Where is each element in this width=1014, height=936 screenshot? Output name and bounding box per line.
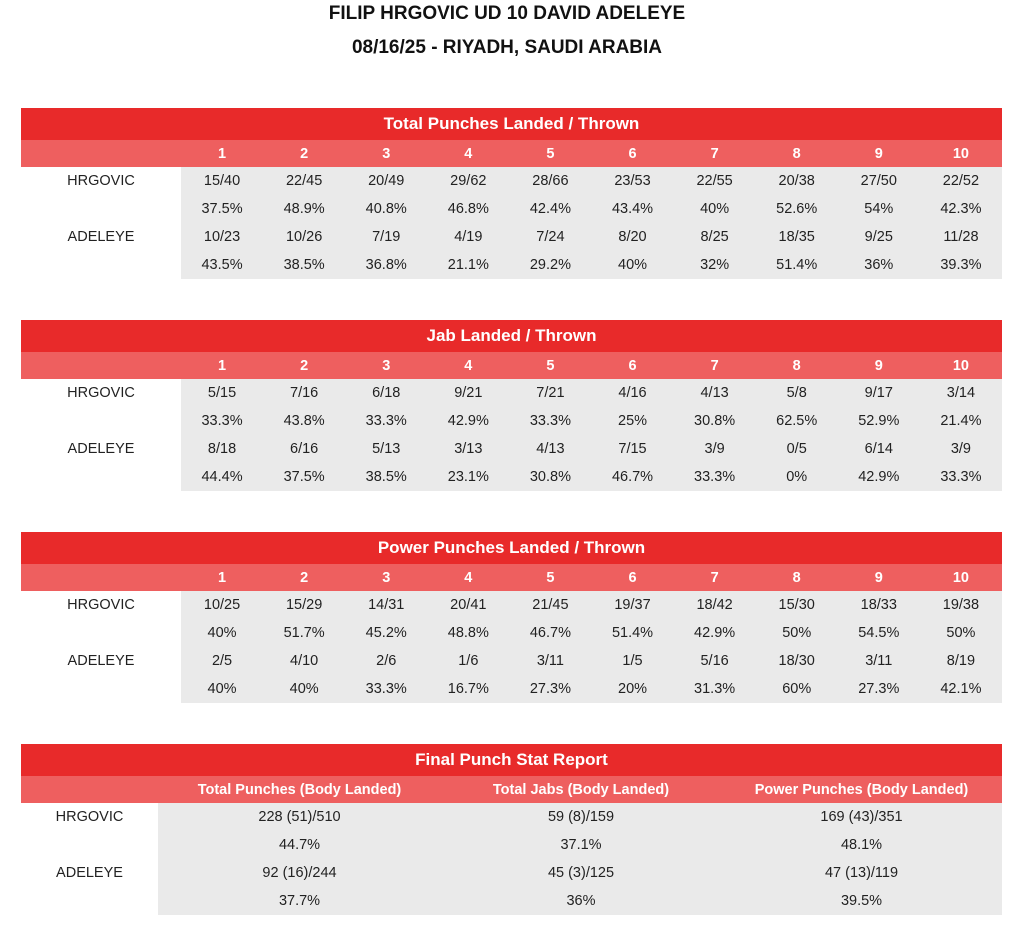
count-cell: 18/35 xyxy=(756,223,838,251)
pct-cell: 37.7% xyxy=(158,887,441,915)
count-cell: 228 (51)/510 xyxy=(158,803,441,831)
count-cell: 8/20 xyxy=(591,223,673,251)
count-cell: 169 (43)/351 xyxy=(721,803,1002,831)
pct-cell: 30.8% xyxy=(674,407,756,435)
jab-table xyxy=(21,320,1002,491)
count-cell: 2/5 xyxy=(181,647,263,675)
name-spacer xyxy=(21,619,181,647)
pct-cell: 42.3% xyxy=(920,195,1002,223)
count-cell: 3/14 xyxy=(920,379,1002,407)
table-title: Jab Landed / Thrown xyxy=(21,320,1002,352)
count-cell: 14/31 xyxy=(345,591,427,619)
count-cell: 6/18 xyxy=(345,379,427,407)
round-header: 4 xyxy=(427,564,509,591)
pct-cell: 42.1% xyxy=(920,675,1002,703)
pct-cell: 43.4% xyxy=(591,195,673,223)
pct-cell: 52.9% xyxy=(838,407,920,435)
count-cell: 92 (16)/244 xyxy=(158,859,441,887)
count-cell: 8/19 xyxy=(920,647,1002,675)
count-cell: 2/6 xyxy=(345,647,427,675)
round-header: 1 xyxy=(181,564,263,591)
pct-cell: 21.1% xyxy=(427,251,509,279)
pct-cell: 50% xyxy=(756,619,838,647)
pct-cell: 45.2% xyxy=(345,619,427,647)
round-header: 3 xyxy=(345,564,427,591)
count-cell: 5/13 xyxy=(345,435,427,463)
pct-cell: 43.5% xyxy=(181,251,263,279)
table-title: Total Punches Landed / Thrown xyxy=(21,108,1002,140)
round-header: 9 xyxy=(838,352,920,379)
fighter-name: HRGOVIC xyxy=(21,591,181,619)
fighter-name: HRGOVIC xyxy=(21,167,181,195)
count-cell: 7/19 xyxy=(345,223,427,251)
round-header: 4 xyxy=(427,140,509,167)
pct-cell: 44.7% xyxy=(158,831,441,859)
name-spacer xyxy=(21,407,181,435)
count-cell: 9/25 xyxy=(838,223,920,251)
round-header: 3 xyxy=(345,352,427,379)
count-cell: 19/38 xyxy=(920,591,1002,619)
header-blank xyxy=(21,776,158,803)
count-cell: 21/45 xyxy=(509,591,591,619)
count-cell: 8/18 xyxy=(181,435,263,463)
fight-date-location: 08/16/25 - RIYADH, SAUDI ARABIA xyxy=(351,37,663,58)
round-header: 8 xyxy=(756,140,838,167)
column-header: Power Punches (Body Landed) xyxy=(721,776,1002,803)
count-cell: 27/50 xyxy=(838,167,920,195)
round-header: 5 xyxy=(509,564,591,591)
round-header: 8 xyxy=(756,564,838,591)
pct-cell: 33.3% xyxy=(345,407,427,435)
fighter-name: ADELEYE xyxy=(21,859,158,887)
count-cell: 5/16 xyxy=(674,647,756,675)
pct-cell: 51.7% xyxy=(263,619,345,647)
name-spacer xyxy=(21,675,181,703)
count-cell: 20/38 xyxy=(756,167,838,195)
round-header: 6 xyxy=(591,564,673,591)
count-cell: 4/16 xyxy=(591,379,673,407)
pct-cell: 40% xyxy=(674,195,756,223)
count-cell: 7/21 xyxy=(509,379,591,407)
round-header: 3 xyxy=(345,140,427,167)
pct-cell: 23.1% xyxy=(427,463,509,491)
pct-cell: 40% xyxy=(591,251,673,279)
column-header: Total Punches (Body Landed) xyxy=(158,776,441,803)
round-header: 9 xyxy=(838,564,920,591)
pct-cell: 39.3% xyxy=(920,251,1002,279)
count-cell: 7/24 xyxy=(509,223,591,251)
fighter-name: ADELEYE xyxy=(21,647,181,675)
count-cell: 10/23 xyxy=(181,223,263,251)
round-header: 6 xyxy=(591,140,673,167)
power-punches-table xyxy=(21,532,1002,703)
pct-cell: 33.3% xyxy=(674,463,756,491)
round-header: 7 xyxy=(674,352,756,379)
round-header: 2 xyxy=(263,140,345,167)
pct-cell: 48.8% xyxy=(427,619,509,647)
count-cell: 11/28 xyxy=(920,223,1002,251)
round-header: 1 xyxy=(181,352,263,379)
pct-cell: 25% xyxy=(591,407,673,435)
count-cell: 22/55 xyxy=(674,167,756,195)
pct-cell: 44.4% xyxy=(181,463,263,491)
count-cell: 59 (8)/159 xyxy=(441,803,721,831)
pct-cell: 37.1% xyxy=(441,831,721,859)
count-cell: 6/16 xyxy=(263,435,345,463)
pct-cell: 40% xyxy=(181,619,263,647)
count-cell: 4/19 xyxy=(427,223,509,251)
count-cell: 22/45 xyxy=(263,167,345,195)
pct-cell: 30.8% xyxy=(509,463,591,491)
pct-cell: 54% xyxy=(838,195,920,223)
pct-cell: 36.8% xyxy=(345,251,427,279)
name-spacer xyxy=(21,195,181,223)
pct-cell: 33.3% xyxy=(920,463,1002,491)
count-cell: 0/5 xyxy=(756,435,838,463)
count-cell: 15/40 xyxy=(181,167,263,195)
count-cell: 1/6 xyxy=(427,647,509,675)
count-cell: 9/21 xyxy=(427,379,509,407)
table-title: Power Punches Landed / Thrown xyxy=(21,532,1002,564)
pct-cell: 43.8% xyxy=(263,407,345,435)
pct-cell: 42.9% xyxy=(838,463,920,491)
pct-cell: 60% xyxy=(756,675,838,703)
pct-cell: 62.5% xyxy=(756,407,838,435)
round-header: 1 xyxy=(181,140,263,167)
count-cell: 3/9 xyxy=(674,435,756,463)
pct-cell: 37.5% xyxy=(181,195,263,223)
count-cell: 47 (13)/119 xyxy=(721,859,1002,887)
fighter-name: HRGOVIC xyxy=(21,803,158,831)
pct-cell: 27.3% xyxy=(838,675,920,703)
count-cell: 7/16 xyxy=(263,379,345,407)
pct-cell: 42.4% xyxy=(509,195,591,223)
round-header: 5 xyxy=(509,352,591,379)
count-cell: 29/62 xyxy=(427,167,509,195)
count-cell: 23/53 xyxy=(591,167,673,195)
count-cell: 15/30 xyxy=(756,591,838,619)
pct-cell: 51.4% xyxy=(591,619,673,647)
pct-cell: 39.5% xyxy=(721,887,1002,915)
count-cell: 19/37 xyxy=(591,591,673,619)
count-cell: 4/13 xyxy=(674,379,756,407)
pct-cell: 54.5% xyxy=(838,619,920,647)
pct-cell: 36% xyxy=(441,887,721,915)
pct-cell: 51.4% xyxy=(756,251,838,279)
pct-cell: 40.8% xyxy=(345,195,427,223)
pct-cell: 20% xyxy=(591,675,673,703)
round-header: 8 xyxy=(756,352,838,379)
header-blank xyxy=(21,564,181,591)
pct-cell: 36% xyxy=(838,251,920,279)
count-cell: 8/25 xyxy=(674,223,756,251)
pct-cell: 46.7% xyxy=(591,463,673,491)
count-cell: 3/11 xyxy=(509,647,591,675)
name-spacer xyxy=(21,831,158,859)
header-blank xyxy=(21,140,181,167)
pct-cell: 32% xyxy=(674,251,756,279)
pct-cell: 29.2% xyxy=(509,251,591,279)
header-blank xyxy=(21,352,181,379)
pct-cell: 52.6% xyxy=(756,195,838,223)
pct-cell: 21.4% xyxy=(920,407,1002,435)
table-title: Final Punch Stat Report xyxy=(21,744,1002,776)
round-header: 6 xyxy=(591,352,673,379)
name-spacer xyxy=(21,251,181,279)
round-header: 2 xyxy=(263,564,345,591)
pct-cell: 38.5% xyxy=(263,251,345,279)
count-cell: 18/33 xyxy=(838,591,920,619)
pct-cell: 48.9% xyxy=(263,195,345,223)
round-header: 5 xyxy=(509,140,591,167)
count-cell: 4/10 xyxy=(263,647,345,675)
count-cell: 10/25 xyxy=(181,591,263,619)
column-header: Total Jabs (Body Landed) xyxy=(441,776,721,803)
pct-cell: 37.5% xyxy=(263,463,345,491)
pct-cell: 33.3% xyxy=(345,675,427,703)
pct-cell: 31.3% xyxy=(674,675,756,703)
count-cell: 10/26 xyxy=(263,223,345,251)
pct-cell: 0% xyxy=(756,463,838,491)
count-cell: 7/15 xyxy=(591,435,673,463)
count-cell: 20/41 xyxy=(427,591,509,619)
pct-cell: 33.3% xyxy=(509,407,591,435)
pct-cell: 48.1% xyxy=(721,831,1002,859)
name-spacer xyxy=(21,463,181,491)
count-cell: 6/14 xyxy=(838,435,920,463)
total-punches-table xyxy=(21,108,1002,279)
round-header: 7 xyxy=(674,140,756,167)
fight-title: FILIP HRGOVIC UD 10 DAVID ADELEYE xyxy=(328,3,686,24)
round-header: 10 xyxy=(920,352,1002,379)
pct-cell: 33.3% xyxy=(181,407,263,435)
pct-cell: 27.3% xyxy=(509,675,591,703)
pct-cell: 38.5% xyxy=(345,463,427,491)
fighter-name: ADELEYE xyxy=(21,223,181,251)
fighter-name: HRGOVIC xyxy=(21,379,181,407)
round-header: 10 xyxy=(920,140,1002,167)
round-header: 2 xyxy=(263,352,345,379)
fighter-name: ADELEYE xyxy=(21,435,181,463)
round-header: 7 xyxy=(674,564,756,591)
count-cell: 9/17 xyxy=(838,379,920,407)
count-cell: 18/42 xyxy=(674,591,756,619)
pct-cell: 16.7% xyxy=(427,675,509,703)
count-cell: 3/11 xyxy=(838,647,920,675)
pct-cell: 40% xyxy=(263,675,345,703)
count-cell: 5/15 xyxy=(181,379,263,407)
count-cell: 4/13 xyxy=(509,435,591,463)
pct-cell: 46.7% xyxy=(509,619,591,647)
pct-cell: 50% xyxy=(920,619,1002,647)
pct-cell: 46.8% xyxy=(427,195,509,223)
count-cell: 28/66 xyxy=(509,167,591,195)
count-cell: 45 (3)/125 xyxy=(441,859,721,887)
count-cell: 18/30 xyxy=(756,647,838,675)
count-cell: 3/13 xyxy=(427,435,509,463)
name-spacer xyxy=(21,887,158,915)
round-header: 4 xyxy=(427,352,509,379)
count-cell: 22/52 xyxy=(920,167,1002,195)
count-cell: 5/8 xyxy=(756,379,838,407)
pct-cell: 42.9% xyxy=(427,407,509,435)
count-cell: 20/49 xyxy=(345,167,427,195)
pct-cell: 42.9% xyxy=(674,619,756,647)
count-cell: 15/29 xyxy=(263,591,345,619)
round-header: 9 xyxy=(838,140,920,167)
final-report-table xyxy=(21,744,1002,915)
count-cell: 1/5 xyxy=(591,647,673,675)
count-cell: 3/9 xyxy=(920,435,1002,463)
pct-cell: 40% xyxy=(181,675,263,703)
round-header: 10 xyxy=(920,564,1002,591)
